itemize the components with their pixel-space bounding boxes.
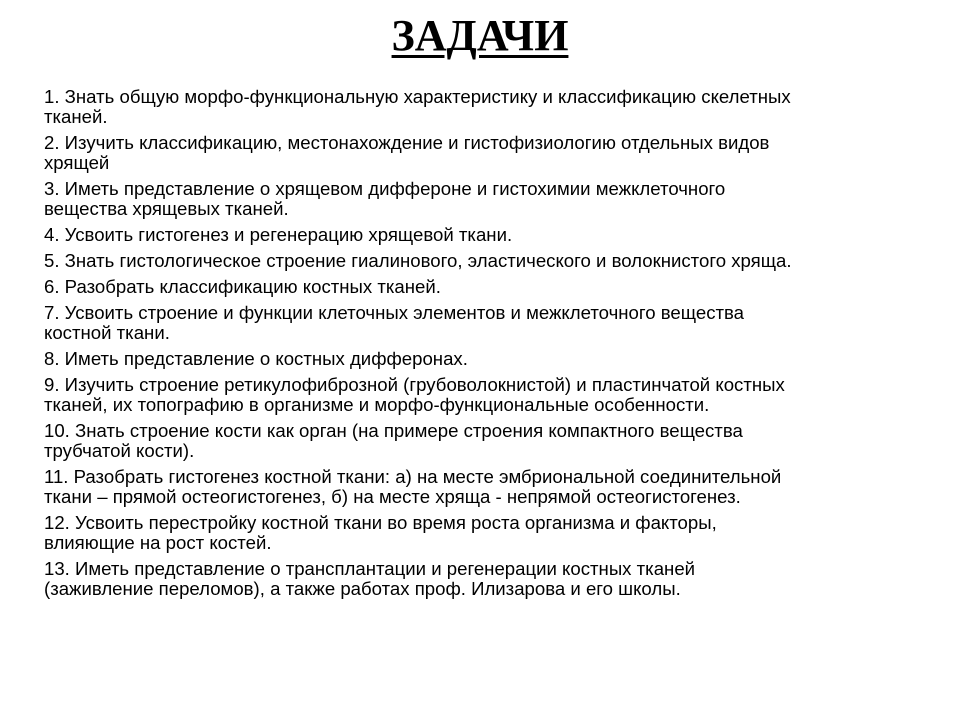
task-item: [44, 87, 924, 127]
task-line: (заживление переломов), а также работах проф. Илизарова и его школы.: [44, 578, 681, 599]
task-line: ткани – прямой остеогистогенез, б) на месте хряща - непрямой остеогистогенез.: [44, 486, 741, 507]
task-line: трубчатой кости).: [44, 440, 195, 461]
task-item: [44, 349, 924, 369]
task-line: 5. Знать гистологическое строение гиалинового, эластического и волокнистого хряща.: [44, 250, 792, 271]
task-line: 4. Усвоить гистогенез и регенерацию хрящевой ткани.: [44, 224, 513, 245]
task-item: [44, 559, 924, 599]
task-item: [44, 179, 924, 219]
task-line: 9. Изучить строение ретикулофиброзной (грубоволокнистой) и пластинчатой костных: [44, 374, 785, 395]
task-line: тканей.: [44, 106, 108, 127]
task-line: 3. Иметь представление о хрящевом диффероне и гистохимии межклеточного: [44, 178, 726, 199]
task-item: [44, 421, 924, 461]
task-list: [44, 87, 924, 605]
task-line: вещества хрящевых тканей.: [44, 198, 289, 219]
task-line: 6. Разобрать классификацию костных тканей.: [44, 276, 441, 297]
task-line: 10. Знать строение кости как орган (на примере строения компактного вещества: [44, 420, 743, 441]
task-item: [44, 251, 924, 271]
task-line: 13. Иметь представление о трансплантации и регенерации костных тканей: [44, 558, 696, 579]
task-item: [44, 277, 924, 297]
task-line: тканей, их топографию в организме и морфо-функциональные особенности.: [44, 394, 710, 415]
slide-title-text: ЗАДАЧИ: [391, 11, 569, 60]
task-line: хрящей: [44, 152, 110, 173]
task-item: [44, 225, 924, 245]
task-line: влияющие на рост костей.: [44, 532, 272, 553]
task-item: [44, 467, 924, 507]
slide-title: [0, 8, 960, 64]
task-item: [44, 303, 924, 343]
task-item: [44, 133, 924, 173]
task-line: 1. Знать общую морфо-функциональную характеристику и классификацию скелетных: [44, 86, 791, 107]
task-line: 11. Разобрать гистогенез костной ткани: а) на месте эмбриональной соединительной: [44, 466, 782, 487]
task-line: 12. Усвоить перестройку костной ткани во время роста организма и факторы,: [44, 512, 717, 533]
task-item: [44, 513, 924, 553]
task-item: [44, 375, 924, 415]
task-line: костной ткани.: [44, 322, 170, 343]
task-line: 7. Усвоить строение и функции клеточных элементов и межклеточного вещества: [44, 302, 745, 323]
task-line: 8. Иметь представление о костных дифферонах.: [44, 348, 468, 369]
task-line: 2. Изучить классификацию, местонахождение и гистофизиологию отдельных видов: [44, 132, 770, 153]
